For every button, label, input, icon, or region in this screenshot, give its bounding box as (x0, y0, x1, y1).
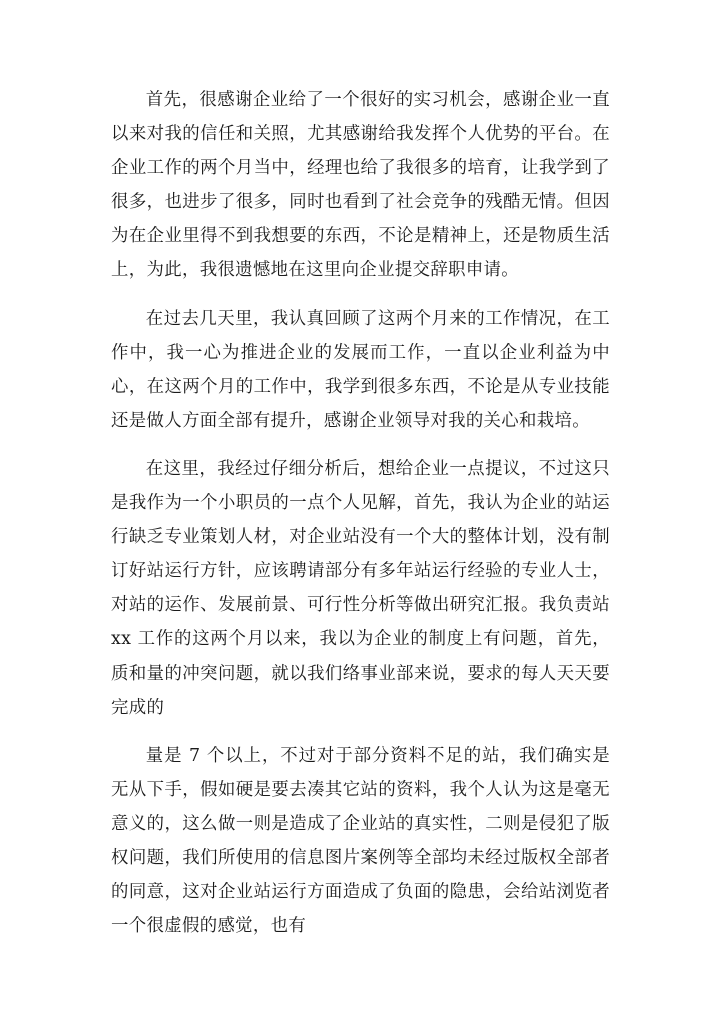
paragraph-2: 在过去几天里，我认真回顾了这两个月来的工作情况，在工作中，我一心为推进企业的发展而工作，一直以企业利益为中心，在这两个月的工作中，我学到很多东西，不论是从专业技能还是做人方面全部有提升，感谢企业领导对我的关心和栽培。 (111, 308, 610, 431)
paragraph-4: 量是 7 个以上，不过对于部分资料不足的站，我们确实是无从下手，假如硬是要去凑其它站的资料，我个人认为这是毫无意义的，这么做一则是造成了企业站的真实性，二则是侵犯了版权问题，我们所使用的信息图片案例等全部均未经过版权全部者的同意，这对企业站运行方面造成了负面的隐患，会给站浏览者一个很虚假的感觉，也有 (111, 745, 610, 937)
paragraph-3: 在这里，我经过仔细分析后，想给企业一点提议，不过这只是我作为一个小职员的一点个人见解，首先，我认为企业的站运行缺乏专业策划人材，对企业站没有一个大的整体计划，没有制订好站运行方针，应该聘请部分有多年站运行经验的专业人士，对站的运作、发展前景、可行性分析等做出研究汇报。我负责站 xx 工作的这两个月以来，我以为企业的制度上有问题，首先，质和量的冲突问题，就以我们络事业部来说，要求的每人天天要完成的 (111, 458, 610, 718)
paragraph-1: 首先，很感谢企业给了一个很好的实习机会，感谢企业一直以来对我的信任和关照，尤其感谢给我发挥个人优势的平台。在企业工作的两个月当中，经理也给了我很多的培育，让我学到了很多，也进步了很多，同时也看到了社会竞争的残酷无情。但因为在企业里得不到我想要的东西，不论是精神上，还是物质生活上，为此，我很遗憾地在这里向企业提交辞职申请。 (111, 90, 610, 281)
